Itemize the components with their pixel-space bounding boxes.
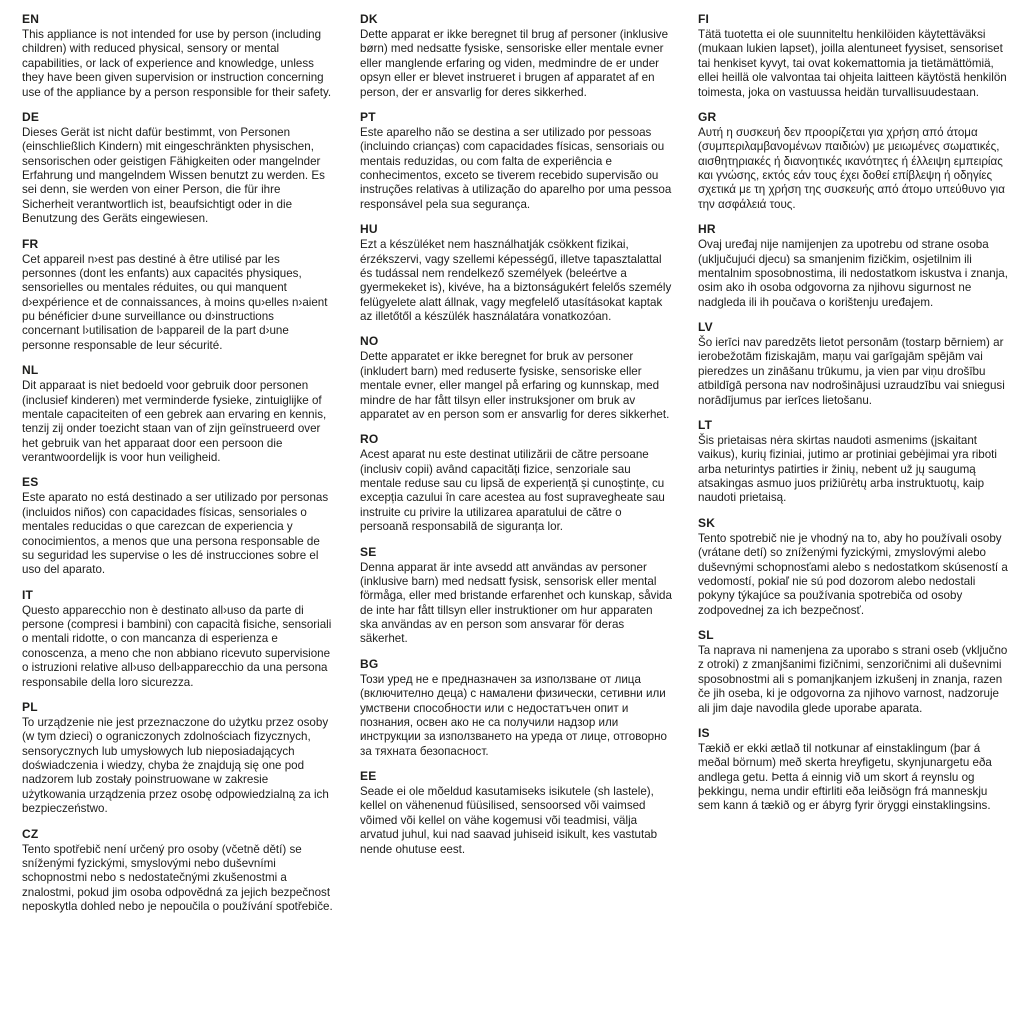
lang-text-es: Este aparato no está destinado a ser utilizado por personas (incluidos niños) con capacidades físicas, sensoriales o mentales reducidas o que carezcan de experiencia y conocimientos, a menos que una persona responsable de su seguridad les supervise o les dé instrucciones sobre el uso del aparato. — [22, 491, 329, 577]
lang-code-bg: BG — [360, 656, 379, 671]
lang-code-is: IS — [698, 725, 710, 740]
lang-code-sl: SL — [698, 628, 714, 642]
lang-code-lv: LV — [698, 320, 713, 334]
section-pl — [22, 700, 334, 817]
section-es — [22, 475, 334, 577]
lang-code-fi: FI — [698, 12, 710, 26]
lang-code-de: DE — [22, 109, 40, 124]
lang-code-es: ES — [22, 475, 39, 490]
lang-text-it: Questo apparecchio non è destinato all›uso da parte di persone (compresi i bambini) con capacità fisiche, sensoriali o mentali ridotte, o con mancanza di esperienza e conoscenza, a meno che non abbiano ricevuto supervisione o istruzioni relative all›uso dell›apparecchio da una persona responsabile della loro sicurezza. — [22, 603, 332, 689]
lang-code-pl: PL — [22, 699, 38, 714]
section-dk — [360, 12, 672, 100]
section-ro — [360, 432, 672, 534]
lang-text-sk: Tento spotrebič nie je vhodný na to, aby ho používali osoby (vrátane detí) so zníženými fyzickými, zmyslovými alebo duševnými schopnosťami alebo s nedostatkom skúseností a vedomostí, pokiaľ nie sú pod dozorom alebo nedostali pokyny týkajúce sa používania spotrebiča od osoby zodpovednej za ich bezpečnosť. — [698, 531, 1008, 617]
lang-text-en: This appliance is not intended for use by person (including children) with reduced physical, sensory or mental capabilities, or lack of experience and knowledge, unless they have been given supervision or instruction concerning use of the appliance by a person responsible for their safety. — [22, 28, 332, 99]
column-3 — [698, 12, 1010, 924]
section-it — [22, 588, 334, 690]
lang-text-fr: Cet appareil n›est pas destiné à être utilisé par les personnes (dont les enfants) aux capacités physiques, sensorielles ou mentales réduites, ou qui manquent d›expérience et de connaissances, à moins qu›elles n›aient pu bénéficier d›une surveillance ou d›instructions concernant l›utilisation de l›appareil de la part d›une personne responsable de leur sécurité. — [22, 252, 328, 352]
section-en — [22, 12, 334, 100]
lang-text-pl: To urządzenie nie jest przeznaczone do użytku przez osoby (w tym dzieci) o ograniczonych zdolnościach fizycznych, sensorycznych lub umysłowych lub nieposiadających doświadczenia i wiedzy, chyba że znajdują się one pod nadzorem lub zostały poinstruowane w zakresie użytkowania urządzenia przez osobę odpowiedzialną za ich bezpieczeństwo. — [22, 715, 329, 816]
column-2 — [360, 12, 672, 924]
lang-text-dk: Dette apparat er ikke beregnet til brug af personer (inklusive børn) med nedsatte fysiske, sensoriske eller mentale evner eller manglende erfaring og viden, medmindre de er under opsyn eller er blevet instrueret i brugen af apparatet af en person, der er ansvarlig for deres sikkerhed. — [360, 28, 669, 99]
section-sk — [698, 516, 1010, 618]
column-1 — [22, 12, 334, 924]
lang-text-cz: Tento spotřebič není určený pro osoby (včetně dětí) se sníženými fyzickými, smyslovými nebo duševními schopnostmi nebo s nedostatečnými zkušenostmi a znalostmi, pokud jim osoba odpovědná za jejich bezpečnost neposkytla dohled nebo je nepoučila o používání spotřebiče. — [22, 842, 333, 913]
lang-text-fi: Tätä tuotetta ei ole suunniteltu henkilöiden käytettäväksi (mukaan lukien lapset), joilla alentuneet fyysiset, sensoriset tai henkiset kyvyt, tai ovat kokemattomia ja tietämättömiä, ellei heillä ole valvontaa tai ohjeita laitteen käytöstä henkilön toimesta, joka on vastuussa heidän turvallisuudestaan. — [698, 28, 1007, 99]
lang-code-no: NO — [360, 334, 379, 349]
section-nl — [22, 363, 334, 465]
lang-text-bg: Този уред не е предназначен за използване от лица (включително деца) с намалени физически, сетивни или умствени способности или с недостатъчен опит и познания, освен ако не са получили надзор или инструкции за използването на уреда от лице, отговорно за тяхната безопасност. — [360, 672, 667, 758]
lang-text-pt: Este aparelho não se destina a ser utilizado por pessoas (incluindo crianças) com capacidades físicas, sensoriais ou mentais reduzidas, ou com falta de experiência e conhecimentos, exceto se tiverem recebido supervisão ou instruções relativas à utilização do aparelho por uma pessoa responsável pela sua segurança. — [360, 125, 672, 211]
lang-text-gr: Αυτή η συσκευή δεν προορίζεται για χρήση από άτομα (συμπεριλαμβανομένων παιδιών) με μειωμένες σωματικές, αισθητηριακές ή διανοητικές ικανότητες ή έλλειψη εμπειρίας και γνώσης, εκτός εάν τους έχει δοθεί επίβλεψη ή οδηγίες σχετικά με τη χρήση της συσκευής από άτομο υπεύθυνο για την ασφάλειά τους. — [698, 125, 1005, 211]
lang-code-gr: GR — [698, 109, 717, 124]
lang-code-it: IT — [22, 587, 34, 602]
lang-code-hu: HU — [360, 222, 378, 237]
lang-code-hr: HR — [698, 222, 716, 237]
lang-text-se: Denna apparat är inte avsedd att användas av personer (inklusive barn) med nedsatt fysisk, sensorisk eller mental förmåga, eller med bristande erfarenhet och kunskap, såvida de inte har fått tillsyn eller instruktioner om hur apparaten ska användas av en person som ansvarar för deras säkerhet. — [360, 560, 672, 646]
section-ee — [360, 769, 672, 857]
section-no — [360, 334, 672, 422]
section-hu — [360, 222, 672, 324]
section-se — [360, 545, 672, 647]
section-pt — [360, 110, 672, 212]
section-lt — [698, 418, 1010, 506]
lang-text-ee: Seade ei ole mõeldud kasutamiseks isikutele (sh lastele), kellel on vähenenud füüsilised, sensoorsed või vaimsed võimed või kellel on vähe kogemusi või teadmisi, välja arvatud juhul, kui nad saavad juhiseid isikult, kes vastutab nende ohutuse eest. — [360, 785, 658, 856]
section-is — [698, 726, 1010, 814]
section-bg — [360, 657, 672, 759]
lang-text-lv: Šo ierīci nav paredzēts lietot personām (tostarp bērniem) ar ierobežotām fiziskajām, maņu vai garīgajām spējām vai pieredzes un zināšanu trūkumu, ja vien par viņu drošību atbildīgā persona nav nodrošinājusi uzraudzību vai sniegusi norādījumus par ierīces lietošanu. — [698, 336, 1005, 407]
lang-text-de: Dieses Gerät ist nicht dafür bestimmt, von Personen (einschließlich Kindern) mit eingeschränkten physischen, sensorischen oder geistigen Fähigkeiten oder mangelnder Erfahrung und mangelndem Wissen benutzt zu werden. Es sei denn, sie werden von einer Person, die für ihre Sicherheit verantwortlich ist, beaufsichtigt oder in die Benutzung des Geräts eingewiesen. — [22, 125, 325, 226]
lang-text-hr: Ovaj uređaj nije namijenjen za upotrebu od strane osoba (uključujući djecu) sa smanjenim fizičkim, osjetilnim ili mentalnim sposobnostima, ili nedostatkom iskustva i znanja, osim ako ih osoba odgovorna za njihovu sigurnost ne nadgleda ili ih poučava o korištenju uređajem. — [698, 238, 1008, 309]
lang-text-lt: Šis prietaisas nėra skirtas naudoti asmenims (įskaitant vaikus), kurių fiziniai, jutimo ar protiniai gebėjimai yra riboti arba neturintys patirties ir žinių, nebent už jų saugumą atsakingas asmuo juos prižiūrėtų arba instruktuotų, kaip naudoti prietaisą. — [698, 433, 997, 505]
lang-code-pt: PT — [360, 109, 376, 124]
lang-text-is: Tækið er ekki ætlað til notkunar af einstaklingum (þar á meðal börnum) með skerta hreyfigetu, skynjunargetu eða andlega getu. Þetta á einnig við um skort á reynslu og þekkingu, nema undir eftirliti eða leiðsögn frá manneskju sem kann á tækið og er ábyrg fyrir öryggi einstaklingsins. — [698, 741, 992, 813]
section-lv — [698, 320, 1010, 408]
section-sl — [698, 628, 1010, 716]
lang-text-sl: Ta naprava ni namenjena za uporabo s strani oseb (vključno z otroki) z zmanjšanimi fizičnimi, senzoričnimi ali duševnimi sposobnostmi ali s pomanjkanjem izkušenj in znanja, razen če jih oseba, ki je odgovorna za njihovo varnost, nadzoruje ali jim daje navodila glede uporabe aparata. — [698, 644, 1008, 715]
lang-code-ro: RO — [360, 432, 379, 447]
section-fi — [698, 12, 1010, 100]
lang-code-sk: SK — [698, 515, 716, 530]
section-cz — [22, 827, 334, 915]
lang-text-ro: Acest aparat nu este destinat utilizării de către persoane (inclusiv copii) având capacități fizice, senzoriale sau mentale reduse sau cu lipsă de experiență și cunoștințe, cu excepția cazului în care acestea au fost supravegheate sau instruite cu privire la utilizarea aparatului de către o persoană responsabilă de siguranța lor. — [360, 448, 665, 534]
lang-code-en: EN — [22, 12, 40, 26]
lang-text-hu: Ezt a készüléket nem használhatják csökkent fizikai, érzékszervi, vagy szellemi képességű, illetve tapasztalattal és tudással nem rendelkező személyek (beleértve a gyermekeket is), kivéve, ha a biztonságukért felelős személy felügyelete alatt állnak, vagy megfelelő utasításokat kaptak az illetőtől a készülék használatára vonatkozóan. — [360, 238, 672, 323]
lang-code-se: SE — [360, 544, 377, 559]
lang-code-nl: NL — [22, 363, 39, 378]
lang-code-ee: EE — [360, 769, 377, 783]
lang-code-lt: LT — [698, 417, 713, 432]
lang-code-cz: CZ — [22, 826, 39, 841]
lang-code-fr: FR — [22, 236, 39, 251]
lang-text-no: Dette apparatet er ikke beregnet for bruk av personer (inkludert barn) med reduserte fysiske, sensoriske eller mentale evner, eller mangel på erfaring og kunnskap, med mindre de har fått tilsyn eller instruksjoner om bruk av apparatet av en person som er ansvarlig for deres sikkerhet. — [360, 350, 670, 421]
section-hr — [698, 222, 1010, 310]
section-de — [22, 110, 334, 227]
section-fr — [22, 237, 334, 354]
section-gr — [698, 110, 1010, 212]
lang-text-nl: Dit apparaat is niet bedoeld voor gebruik door personen (inclusief kinderen) met verminderde fysieke, zintuiglijke of mentale capaciteiten of een gebrek aan ervaring en kennis, tenzij zij onder toezicht staan van of zijn geïnstrueerd over het gebruik van het apparaat door een persoon die verantwoordelijk is voor hun veiligheid. — [22, 379, 327, 464]
lang-code-dk: DK — [360, 12, 378, 26]
